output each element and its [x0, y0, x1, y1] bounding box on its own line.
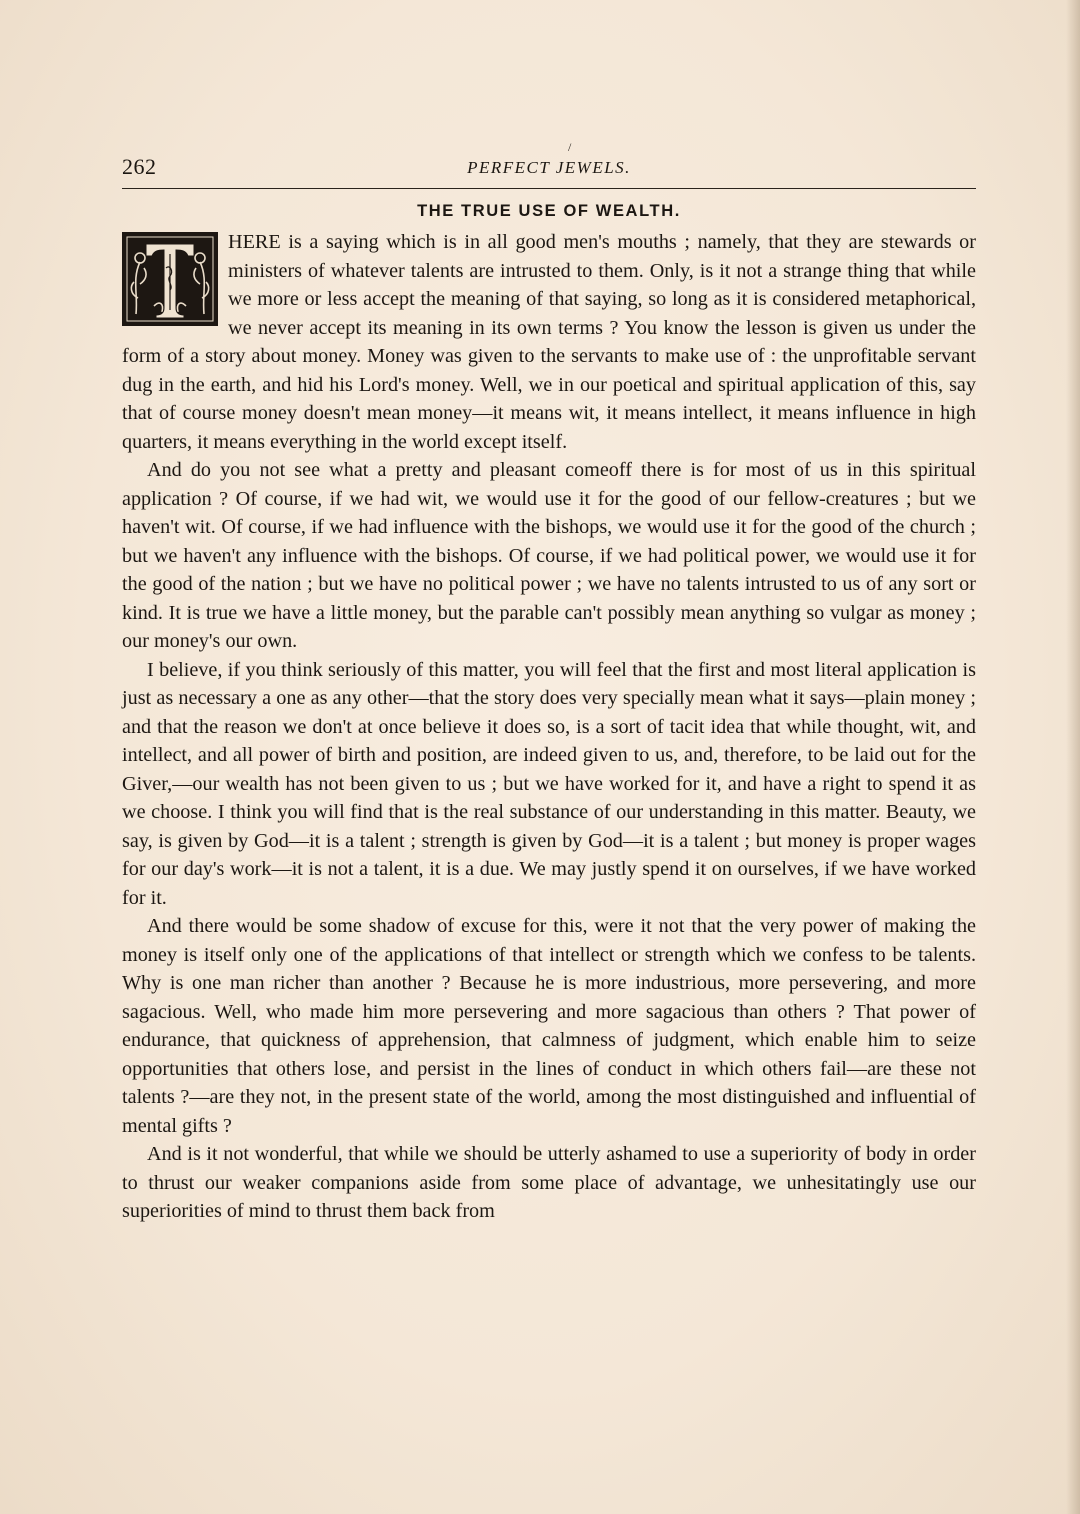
paragraph-5: And is it not wonderful, that while we should be utterly ashamed to use a superiority of body in order to thrust our weaker companions aside from some place of advantage, we unhesitatingly use our superiorities of mind to thrust them back from	[122, 1143, 976, 1222]
paragraph-1-text: HERE is a saying which is in all good men's mouths ; namely, that they are stewards or ministers of whatever talents are intrusted to them. Only, is it not a strange thing that while we more or less accept the meaning of that saying, so long as it is considered metaphorical, we never accept its meaning in its own terms ? You know the lesson is given us under the form of a story about money. Money was given to the servants to make use of : the unprofitable servant dug in the earth, and hid his Lord's money. Well, we in our poetical and spiritual application of this, say that of course money doesn't mean money—it means wit, it means intellect, it means influence in high quarters, it means everything in the world except itself.	[122, 231, 976, 453]
running-head	[122, 150, 976, 186]
ornamental-t-icon	[124, 234, 216, 324]
paragraph-4: And there would be some shadow of excuse for this, were it not that the very power of making the money is itself only one of the applications of that intellect or strength which we confess to be talents. Why is one man richer than another ? Because he is more industrious, more persevering, and more sagacious. Well, who made him more persevering and more sagacious than others ? That power of endurance, that quickness of apprehension, that calmness of judgment, which enable him to seize opportunities that others lose, and persist in the lines of conduct in which others fail—are these not talents ?—are they not, in the present state of the world, among the most distinguished and influential of mental gifts ?	[122, 915, 976, 1137]
article-body	[122, 228, 976, 1226]
paragraph-3: I believe, if you think seriously of this matter, you will feel that the first and most literal application is just as necessary a one as any other—that the story does very specially mean what it says—plain money ; and that the reason we don't at once believe it does so, is a sort of tacit idea that while thought, wit, and intellect, and all power of birth and position, are indeed given to us, and, therefore, to be laid out for the Giver,—our wealth has not been given to us ; but we have worked for it, and have a right to spend it as we choose. I think you will find that is the real substance of our understanding in this matter. Beauty, we say, is given by God—it is a talent ; strength is given by God—it is a talent ; but money is proper wages for our day's work—it is not a talent, it is a due. We may justly spend it on ourselves, if we have worked for it.	[122, 658, 976, 909]
paragraph-2: And do you not see what a pretty and pleasant comeoff there is for most of us in this spiritual application ? Of course, if we had wit, we would use it for the good of our fellow-creatures ; but we haven't wit. Of course, if we had influence with the bishops, we would use it for the good of the church ; but we haven't any influence with the bishops. Of course, if we had political power, we would use it for the good of the nation ; but we have no political power ; we have no talents intrusted to us of any sort or kind. It is true we have a little money, but the parable can't possibly mean anything so vulgar as money ; our money's our own.	[122, 459, 976, 652]
header-rule	[122, 188, 976, 189]
drop-cap-ornament	[122, 232, 218, 326]
running-title: PERFECT JEWELS.	[467, 158, 631, 177]
page-number: 262	[122, 154, 157, 179]
paragraph-1	[122, 228, 976, 456]
article-title: THE TRUE USE OF WEALTH.	[417, 202, 681, 220]
stray-mark: /	[568, 140, 572, 154]
